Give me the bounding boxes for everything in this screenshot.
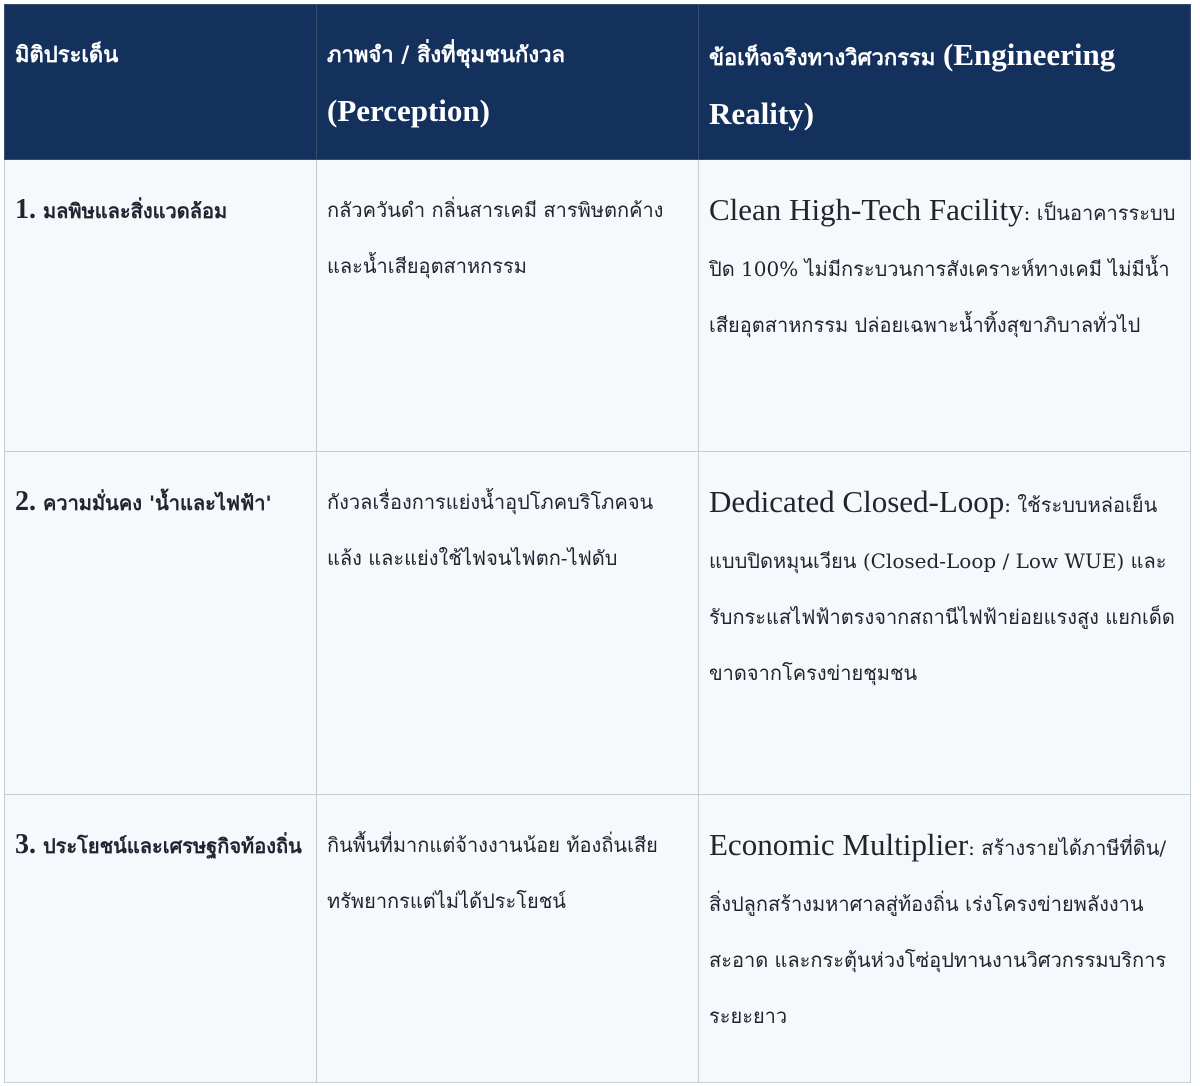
header-perception (317, 5, 699, 160)
perception-cell (317, 795, 699, 1083)
header-reality (699, 5, 1191, 160)
header-perception-en: (Perception) (327, 93, 490, 128)
reality-term: Clean High-Tech Facility (709, 192, 1024, 227)
perception-text: กลัวควันดำ กลิ่นสารเคมี สารพิษตกค้าง และน้ำเสียอุตสาหกรรม (327, 198, 664, 278)
table-row (5, 452, 1191, 795)
reality-cell (699, 795, 1191, 1083)
row-number: 1. (15, 194, 36, 225)
dimension-label: ความมั่นคง 'น้ำและไฟฟ้า' (36, 491, 272, 515)
dimension-cell (5, 795, 317, 1083)
perception-cell (317, 160, 699, 452)
reality-term: Dedicated Closed-Loop (709, 484, 1005, 519)
dimension-cell (5, 452, 317, 795)
header-reality-en: (Engineering Reality) (709, 37, 1116, 131)
perception-text: กังวลเรื่องการแย่งน้ำอุปโภคบริโภคจนแล้ง และแย่งใช้ไฟจนไฟตก-ไฟดับ (327, 490, 654, 570)
table-header-row (5, 5, 1191, 160)
comparison-table-container (4, 4, 1190, 1080)
dimension-label: ประโยชน์และเศรษฐกิจท้องถิ่น (36, 834, 302, 858)
dimension-label: มลพิษและสิ่งแวดล้อม (36, 199, 228, 223)
reality-text: : ใช้ระบบหล่อเย็นแบบปิดหมุนเวียน (Closed-Loop / Low WUE) และรับกระแสไฟฟ้าตรงจากสถานีไฟฟ้าย่อยแรงสูง แยกเด็ดขาดจากโครงข่ายชุมชน (709, 493, 1175, 685)
comparison-table (4, 4, 1191, 1083)
header-dimension (5, 5, 317, 160)
reality-cell (699, 160, 1191, 452)
header-perception-th: ภาพจำ / สิ่งที่ชุมชนกังวล (327, 42, 565, 68)
reality-text: : สร้างรายได้ภาษีที่ดิน/สิ่งปลูกสร้างมหาศาลสู่ท้องถิ่น เร่งโครงข่ายพลังงานสะอาด และกระตุ้นห่วงโซ่อุปทานงานวิศวกรรมบริการระยะยาว (709, 836, 1167, 1028)
dimension-cell (5, 160, 317, 452)
row-number: 2. (15, 486, 36, 517)
perception-text: กินพื้นที่มากแต่จ้างงานน้อย ท้องถิ่นเสียทรัพยากรแต่ไม่ได้ประโยชน์ (327, 833, 658, 913)
table-row (5, 160, 1191, 452)
reality-term: Economic Multiplier (709, 827, 969, 862)
perception-cell (317, 452, 699, 795)
table-row (5, 795, 1191, 1083)
reality-text: : เป็นอาคารระบบปิด 100% ไม่มีกระบวนการสังเคราะห์ทางเคมี ไม่มีน้ำเสียอุตสาหกรรม ปล่อยเฉพาะน้ำทิ้งสุขาภิบาลทั่วไป (709, 201, 1176, 337)
row-number: 3. (15, 829, 36, 860)
header-reality-th: ข้อเท็จจริงทางวิศวกรรม (709, 45, 943, 71)
header-dimension-label: มิติประเด็น (15, 42, 119, 68)
reality-cell (699, 452, 1191, 795)
